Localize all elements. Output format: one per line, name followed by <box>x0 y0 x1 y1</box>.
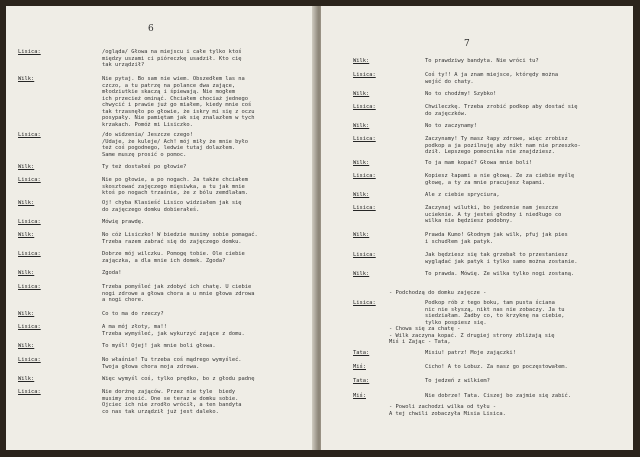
dialogue-text: Kopiesz łapami a nie głową. Ze za ciebie myślę głowę, a ty za mnie pracujesz łapami. <box>425 173 575 186</box>
speaker-name: Lisica: <box>18 49 41 55</box>
speaker-name: Lisica: <box>353 72 376 78</box>
dialogue-text: Prawda Kumo! Głodnym jak wilk, pfuj jak pies i schudłem jak patyk. <box>425 232 568 245</box>
dialogue-text: No to chodźmy! Szybko! <box>425 91 497 97</box>
page-number: 6 <box>148 24 154 34</box>
dialogue-text: Cicho! A to Lobuz. Za nasz go poczęstowałem. <box>425 364 568 370</box>
speaker-name: Wilk: <box>18 311 35 317</box>
speaker-name: Lisica: <box>18 389 41 395</box>
dialogue-text: Nie po głowie, a po nogach. Ja także chciałem skosztować zajęczego mięsiwka, a tu jak mnie ktoś po nogach trzaśnie, że z bólu zemdlałam. <box>102 177 249 196</box>
dialogue-text: Zaczynaj wilutki, bo jedzenie nam jeszcze ucieknie. A ty jesteś głodny i niedługo co wilka nie będziesz podobny. <box>425 205 562 224</box>
speaker-name: Wilk: <box>18 376 35 382</box>
dialogue-text: No cóż Lisiczko! W biedzie musimy sobie pomagać. Trzeba razem zabrać się do zajęczego domku. <box>102 232 258 245</box>
dialogue-text: To ja mam kopać? Głowa mnie boli! <box>425 160 533 166</box>
speaker-name: Wilk: <box>353 271 370 277</box>
speaker-name: Wilk: <box>353 58 370 64</box>
speaker-name: Miś: <box>353 393 366 399</box>
dialogue-text: Misiu! patrz! Moje zajączki! <box>425 350 516 356</box>
speaker-name: Lisica: <box>353 252 376 258</box>
speaker-name: Lisica: <box>353 205 376 211</box>
speaker-name: Wilk: <box>18 200 35 206</box>
speaker-name: Lisica: <box>353 300 376 306</box>
dialogue-text: No właśnie! Tu trzeba coś mądrego wymyśleć. Twoja głowa chora moja zdrowa. <box>102 357 242 370</box>
dialogue-text: /do widzenia/ Jeszcze czego! /Udaje, że kuleje/ Ach! mój miły że mnie było też coś pogodnego, ledwie tutaj dolazłem. Same muszę prosić o pomoc. <box>102 132 249 158</box>
speaker-name: Lisica: <box>18 357 41 363</box>
dialogue-text: Chwileczkę. Trzeba zrobić podkop aby dostać się do zajęczków. <box>425 104 578 117</box>
left-page <box>6 6 317 450</box>
dialogue-text: Trzeba pomyśleć jak zdobyć ich chatę. U ciebie nogi zdrowe a głowa chora a u mnie głowa zdrowa a nogi chore. <box>102 284 255 303</box>
speaker-name: Wilk: <box>18 343 35 349</box>
speaker-name: Lisica: <box>353 173 376 179</box>
speaker-name: Lisica: <box>18 219 41 225</box>
dialogue-text: Nie dobrze! Tata. Ciszej bo zajmie się zabić. <box>425 393 572 399</box>
dialogue-text: Zaczynamy! Ty masz łapy zdrowe, więc zrobisz podkop a ja pozilnuję aby nikt nam nie przeszko- dził. Lepszego pomocnika nie znajdziesz. <box>425 136 581 155</box>
speaker-name: Lisica: <box>18 251 41 257</box>
speaker-name: Lisica: <box>353 136 376 142</box>
dialogue-text: Oj! chyba Klasieść Lisico widziałem jak się do zajęczego domku dobierałeś. <box>102 200 242 213</box>
speaker-name: Tata: <box>353 350 370 356</box>
speaker-name: Wilk: <box>353 232 370 238</box>
stage-direction: - Chowa się za chatę - - Wilk zaczyna kopać. Z drugiej strony zbliżają się Miś i Zając - Tata, <box>389 326 555 345</box>
dialogue-text: Nie dorżnę zająców. Przez nie tyle biedy musimy znosić. One se teraz w domku sobie. Ojciec ich nie zrodło wrócił, a ten bandyta co nas tak urządził już jest daleko. <box>102 389 242 415</box>
dialogue-text: Dobrze mój wilczku. Pomogę tobie. Ole ciebie zajączka, a dla mnie ich domek. Zgoda? <box>102 251 245 264</box>
dialogue-text: Jak będziesz się tak grzebał to przestaniesz wyglądać jak patyk i tylko samo można zostanie. <box>425 252 578 265</box>
dialogue-text: Ty też dostałeś po głowie? <box>102 164 187 170</box>
dialogue-text: A ma mój złoty, ma!! Trzeba wymyśleć, jak wykurzyć zające z domu. <box>102 324 245 337</box>
dialogue-text: To myśl! Ojej! jak mnie boli głowa. <box>102 343 216 349</box>
speaker-name: Lisica: <box>18 324 41 330</box>
speaker-name: Wilk: <box>18 164 35 170</box>
speaker-name: Wilk: <box>353 160 370 166</box>
speaker-name: Tata: <box>353 378 370 384</box>
page-number: 7 <box>464 39 470 49</box>
speaker-name: Wilk: <box>353 192 370 198</box>
speaker-name: Lisica: <box>18 132 41 138</box>
dialogue-text: To jedzeń z wilkiem? <box>425 378 490 384</box>
speaker-name: Wilk: <box>18 76 35 82</box>
speaker-name: Wilk: <box>353 91 370 97</box>
speaker-name: Wilk: <box>18 232 35 238</box>
dialogue-text: /ogląda/ Głowa na miejscu i całe tylko ktoś między uszami ci pióreczkę usadził. Kto cię tak urządził? <box>102 49 242 68</box>
stage-direction: - Powoli zachodzi wilka od tyłu - A tej chwili zobaczyła Misia Lisica. <box>389 404 506 417</box>
dialogue-text: No to zaczynamy! <box>425 123 477 129</box>
speaker-name: Lisica: <box>353 104 376 110</box>
dialogue-text: To prawdziwy bandyta. Nie wróci tu? <box>425 58 539 64</box>
dialogue-text: Co to ma do rzeczy? <box>102 311 164 317</box>
dialogue-text: Nie pytaj. Bo sam nie wiem. Obszedłem las na czczo, a tu patrzę na polance dwa zające, młodziutkie skaczą i śpiewają. Nie mogłem ich przecież ominąć. Chciałem chociaż jednego chwycić i prawie już go miałem, kiedy mnie coś tak trzasnęło po głowie, że iskry mi się z oczu posypały. Nie pamiętam jak się znalazłem w tych krzakach. Pomóż mi Lisiczko. <box>102 76 255 128</box>
dialogue-text: Więc wymyśl coś, tylko prędko, bo z głodu padnę <box>102 376 255 382</box>
right-page <box>321 6 633 450</box>
dialogue-text: Coś ty!! A ja znam miejsce, którędy można wejść do chaty. <box>425 72 559 85</box>
dialogue-text: Mówię prawdę. <box>102 219 145 225</box>
dialogue-text: Ale z ciebie spryciura, <box>425 192 500 198</box>
stage-direction: - Podchodzą do domku zajęcze - <box>389 290 487 296</box>
dialogue-text: To prawda. Mówię. Ze wilka tylko nogi zostaną. <box>425 271 575 277</box>
speaker-name: Miś: <box>353 364 366 370</box>
speaker-name: Lisica: <box>18 177 41 183</box>
speaker-name: Wilk: <box>18 270 35 276</box>
speaker-name: Wilk: <box>353 123 370 129</box>
dialogue-text: Podkop rób z tego boku, tam pusta ściana nic nie słyszą, nikt nas nie zobaczy. Ja tu siedziałam. Żadby co, to krzyknę na ciebie, tylko pospiesz się. <box>425 300 565 326</box>
speaker-name: Lisica: <box>18 284 41 290</box>
dialogue-text: Zgoda! <box>102 270 122 276</box>
